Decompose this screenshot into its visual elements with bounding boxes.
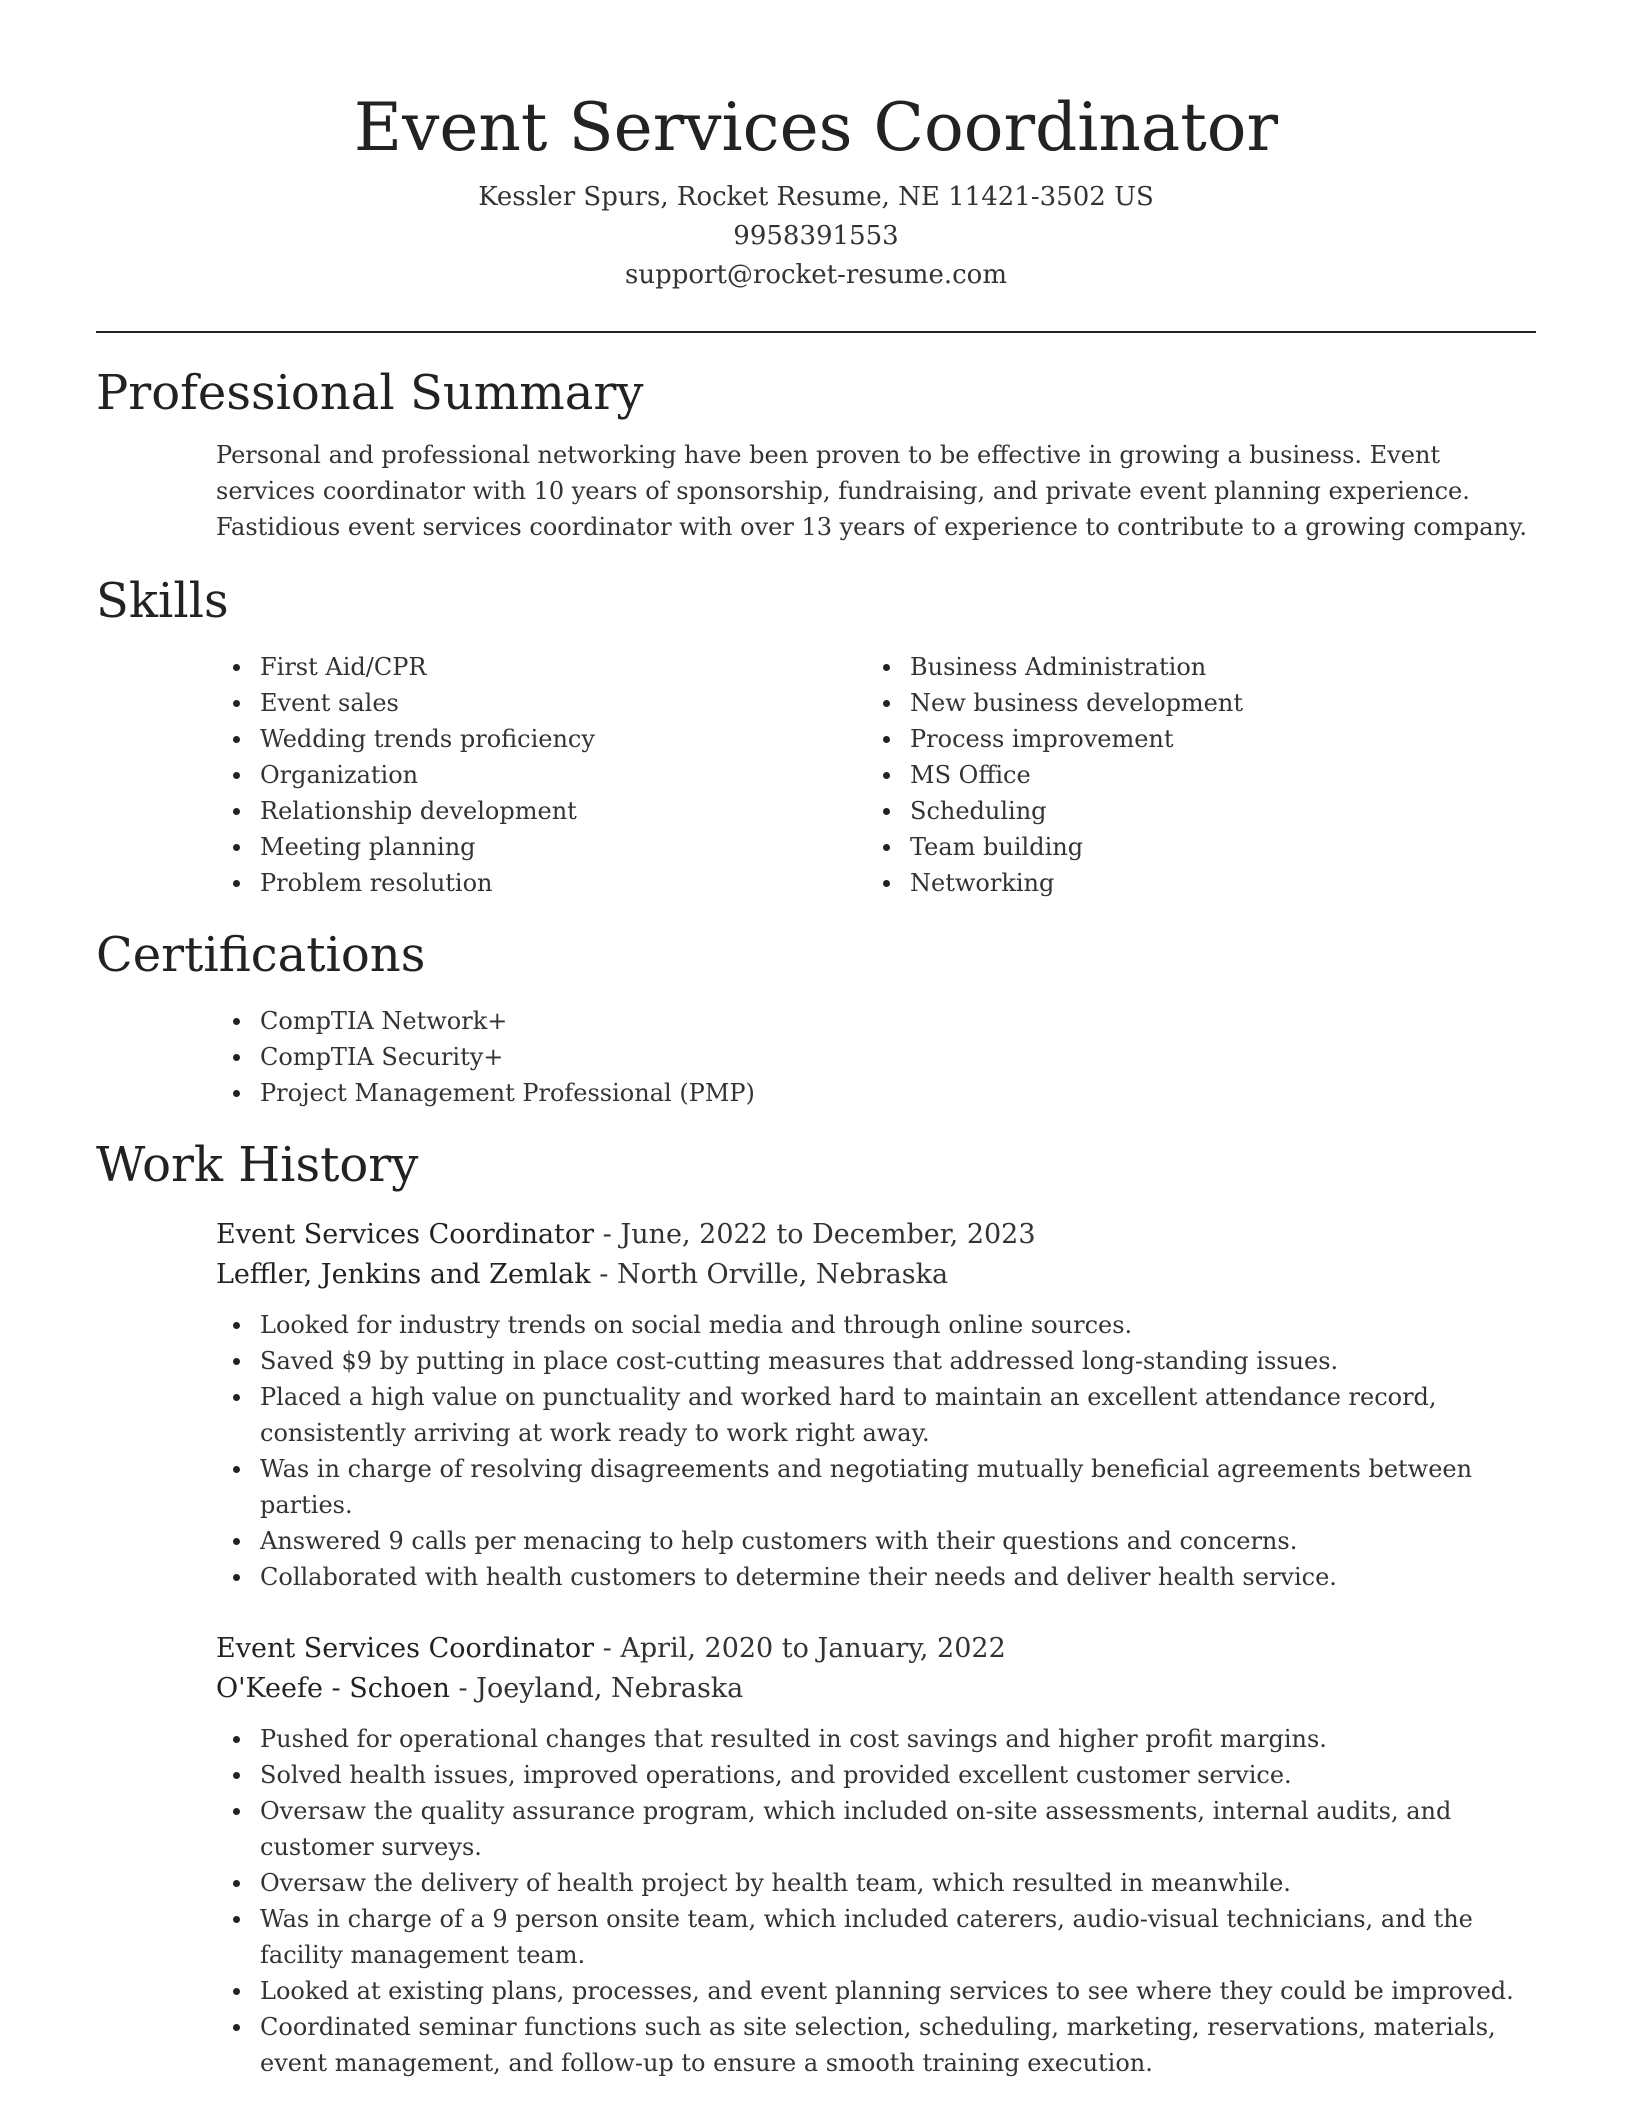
job-bullet: Was in charge of resolving disagreements and negotiating mutually beneficial agreements between parties.: [216, 1451, 1536, 1523]
skill-item: Wedding trends proficiency: [216, 721, 866, 757]
certifications-heading: Certifications: [96, 927, 426, 983]
job-bullet: Oversaw the delivery of health project by health team, which resulted in meanwhile.: [216, 1865, 1536, 1901]
skill-item: Event sales: [216, 685, 866, 721]
skill-item: New business development: [866, 685, 1516, 721]
contact-block: [96, 178, 1536, 295]
skills-column-right: [866, 649, 1516, 901]
job-separator: -: [458, 1673, 477, 1704]
skills-section: [96, 571, 1536, 901]
resume-header: [96, 0, 1536, 295]
job-bullet: Placed a high value on punctuality and worked hard to maintain an excellent attendance record, consistently arriving at work ready to work right away.: [216, 1379, 1536, 1451]
skill-item: Meeting planning: [216, 829, 866, 865]
skill-item: Scheduling: [866, 793, 1516, 829]
job-title-line: [216, 1629, 1536, 1669]
job-company-line: [216, 1255, 1536, 1295]
certification-item: CompTIA Security+: [216, 1039, 1536, 1075]
job-bullet: Coordinated seminar functions such as site selection, scheduling, marketing, reservations, materials, event management, and follow-up to ensure a smooth training execution.: [216, 2009, 1536, 2081]
job-entry: [216, 1215, 1536, 1595]
candidate-name: Event Services Coordinator: [353, 89, 1279, 166]
job-separator: -: [602, 1219, 621, 1250]
resume-page: [96, 0, 1536, 2081]
job-dates: June, 2022 to December, 2023: [620, 1219, 1036, 1250]
job-company-line: [216, 1669, 1536, 1709]
summary-section: [96, 363, 1536, 545]
certification-item: CompTIA Network+: [216, 1003, 1536, 1039]
job-company: Leffler, Jenkins and Zemlak: [216, 1259, 591, 1290]
skill-item: First Aid/CPR: [216, 649, 866, 685]
job-bullets: [216, 1721, 1536, 2081]
job-entry: [216, 1629, 1536, 2081]
skill-item: Relationship development: [216, 793, 866, 829]
work-history-section: [96, 1135, 1536, 2081]
job-title: Event Services Coordinator: [216, 1633, 595, 1664]
job-bullet: Pushed for operational changes that resulted in cost savings and higher profit margins.: [216, 1721, 1536, 1757]
phone: 9958391553: [733, 221, 899, 251]
job-separator: -: [599, 1259, 617, 1290]
job-bullets: [216, 1307, 1536, 1595]
skill-item: Organization: [216, 757, 866, 793]
skill-item: MS Office: [866, 757, 1516, 793]
job-bullet: Answered 9 calls per menacing to help customers with their questions and concerns.: [216, 1523, 1536, 1559]
job-title: Event Services Coordinator: [216, 1219, 595, 1250]
job-separator: -: [602, 1633, 621, 1664]
certifications-list: [216, 1003, 1536, 1111]
skill-item: Process improvement: [866, 721, 1516, 757]
job-bullet: Saved $9 by putting in place cost-cutting measures that addressed long-standing issues.: [216, 1343, 1536, 1379]
job-title-line: [216, 1215, 1536, 1255]
skills-grid: [216, 649, 1536, 901]
skill-item: Business Administration: [866, 649, 1516, 685]
skill-item: Problem resolution: [216, 865, 866, 901]
job-location: North Orville, Nebraska: [616, 1259, 949, 1290]
job-company: O'Keefe - Schoen: [216, 1673, 450, 1704]
skills-column-left: [216, 649, 866, 901]
summary-heading: Professional Summary: [96, 365, 644, 421]
job-bullet: Looked at existing plans, processes, and event planning services to see where they could be improved.: [216, 1973, 1536, 2009]
job-bullet: Collaborated with health customers to determine their needs and deliver health service.: [216, 1559, 1536, 1595]
skills-heading: Skills: [96, 573, 229, 629]
job-dates: April, 2020 to January, 2022: [620, 1633, 1006, 1664]
header-divider: [96, 331, 1536, 333]
job-bullet: Looked for industry trends on social media and through online sources.: [216, 1307, 1536, 1343]
job-bullet: Solved health issues, improved operations, and provided excellent customer service.: [216, 1757, 1536, 1793]
skill-item: Team building: [866, 829, 1516, 865]
job-bullet: Oversaw the quality assurance program, which included on-site assessments, internal audits, and customer surveys.: [216, 1793, 1536, 1865]
job-location: Joeyland, Nebraska: [476, 1673, 744, 1704]
job-bullet: Was in charge of a 9 person onsite team, which included caterers, audio-visual technicians, and the facility management team.: [216, 1901, 1536, 1973]
certification-item: Project Management Professional (PMP): [216, 1075, 1536, 1111]
email: support@rocket-resume.com: [624, 260, 1007, 290]
address: Kessler Spurs, Rocket Resume, NE 11421-3502 US: [478, 182, 1154, 212]
summary-text: Personal and professional networking have been proven to be effective in growing a business. Event services coordinator with 10 years of sponsorship, fundraising, and private event planning experience. Fastidious event services coordinator with over 13 years of experience to contribute to a growing company.: [216, 441, 1527, 541]
certifications-section: [96, 925, 1536, 1111]
work-history-heading: Work History: [96, 1137, 419, 1193]
skill-item: Networking: [866, 865, 1516, 901]
